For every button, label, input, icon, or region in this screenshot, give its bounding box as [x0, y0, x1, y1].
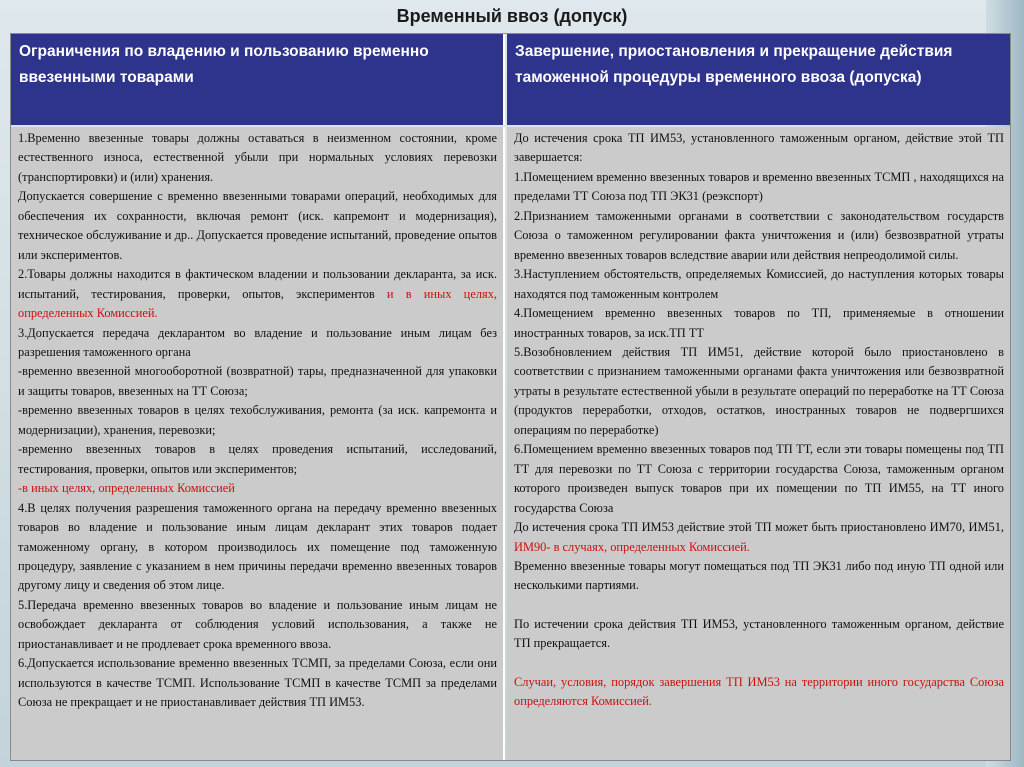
left-paragraph: 1.Временно ввезенные товары должны оставаться в неизменном состоянии, кроме естественного износа, естественной убыли при нормальных условиях перевозки (транспортировки) и (или) хранения.	[18, 131, 497, 184]
right-paragraph: 1.Помещением временно ввезенных товаров и временно ввезенных ТСМП , находящихся на пределами ТТ Союза под ТП ЭК31 (реэкспорт)	[514, 169, 1004, 204]
right-red-text: ИМ90- в случаях, определенных Комиссией.	[514, 539, 750, 554]
right-paragraph: 2.Признанием таможенными органами в соответствии с законодательством государств Союза о таможенном регулировании факта уничтожения и (или) безвозвратной утраты временно ввезенных товаров вследствие аварии или действия непреодолимой силы.	[514, 208, 1004, 262]
comparison-table	[10, 33, 1011, 761]
header-left: Ограничения по владению и пользованию временно ввезенными товарами	[11, 34, 505, 125]
right-paragraph	[514, 518, 1004, 557]
left-paragraph: -временно ввезенной многооборотной (возвратной) тары, предназначенной для упаковки и защиты товаров, ввезенных на ТТ Союза;	[18, 364, 497, 398]
left-paragraph: 4.В целях получения разрешения таможенного органа на передачу временно ввезенных товаров во владение и пользование иным лицам декларант этих товаров подает таможенному органу, в котором производилось их помещение под таможенную процедуру, заявление с указанием в нем причины передачи временно ввезенных товаров другому лицу и сведения об этом лице.	[18, 500, 497, 593]
right-red-paragraph: Случаи, условия, порядок завершения ТП ИМ53 на территории иного государства Союза определяются Комиссией.	[514, 674, 1004, 709]
right-paragraph: 3.Наступлением обстоятельств, определяемых Комиссией, до наступления которых товары находятся под таможенным контролем	[514, 267, 1004, 301]
left-paragraph: -временно ввезенных товаров в целях проведения испытаний, исследований, тестирования, проверки, опытов или экспериментов;	[18, 442, 497, 476]
left-paragraph: 6.Допускается использование временно ввезенных ТСМП, за пределами Союза, если они используются в качестве ТСМП. Использование ТСМП в качестве ТСМП за пределами Союза не прекращает и не приостанавливает действия ТП ИМ53.	[18, 656, 497, 710]
left-red-paragraph: -в иных целях, определенных Комиссией	[18, 481, 235, 496]
left-paragraph: 5.Передача временно ввезенных товаров во владение и пользование иным лицам не освобождает декларанта от соблюдения условий использования, а также не приостанавливает и не продлевает срока временного ввоза.	[18, 597, 497, 651]
right-paragraph: До истечения срока ТП ИМ53, установленного таможенным органом, действие этой ТП завершается:	[514, 131, 1004, 165]
right-paragraph: 6.Помещением временно ввезенных товаров под ТП ТТ, если эти товары помещены под ТП ТТ для перевозки по ТТ Союза с территории государства Союза, таможенным органом которого произведен выпуск товаров при их помещении по ТП ИМ55, на ТТ иного государства Союза	[514, 442, 1004, 515]
right-paragraph: 4.Помещением временно ввезенных товаров по ТП, применяемые в отношении иностранных товаров, за иск.ТП ТТ	[514, 306, 1004, 340]
right-paragraph: 5.Возобновлением действия ТП ИМ51, действие которой было приостановлено в соответствии с признанием таможенными органами факта уничтожения или безвозвратной утраты в результате естественной убыли в результате операций по переработке на ТТ Союза (продуктов переработки, отходов, остатков, иностранных товаров не подвергшихся операциям по переработке)	[514, 344, 1004, 437]
right-text: До истечения срока ТП ИМ53 действие этой ТП может быть приостановлено ИМ70, ИМ51,	[514, 520, 1004, 535]
left-paragraph	[18, 265, 497, 323]
right-paragraph: Временно ввезенные товары могут помещаться под ТП ЭК31 либо под иную ТП одной или несколькими партиями.	[514, 558, 1004, 593]
right-paragraph: По истечении срока действия ТП ИМ53, установленного таможенным органом, действие ТП прекращается.	[514, 616, 1004, 651]
left-red-text: и в иных целях, определенных Комиссией.	[18, 286, 497, 321]
left-column	[11, 127, 505, 760]
spacer	[514, 596, 1004, 615]
left-paragraph: 3.Допускается передача декларантом во владение и пользование иным лицам без разрешения таможенного органа	[18, 325, 497, 359]
left-text: 2.Товары должны находится в фактическом владении и пользовании декларанта, за иск. испытаний, тестирования, проверки, опытов, экспериментов	[18, 267, 497, 301]
page-title: Временный ввоз (допуск)	[396, 6, 628, 26]
right-column	[507, 127, 1010, 760]
header-right: Завершение, приостановления и прекращение действия таможенной процедуры временного ввоза (допуска)	[507, 34, 1010, 125]
left-paragraph: -временно ввезенных товаров в целях техобслуживания, ремонта (за иск. капремонта и модернизации), хранения, перевозки;	[18, 403, 497, 437]
left-paragraph: Допускается совершение с временно ввезенными товарами операций, необходимых для обеспечения их сохранности, включая ремонт (иск. капремонт и модернизация), техническое обслуживание и др.. Допускается проведение испытаний, проведение опытов или экспериментов.	[18, 189, 497, 262]
spacer	[514, 654, 1004, 673]
